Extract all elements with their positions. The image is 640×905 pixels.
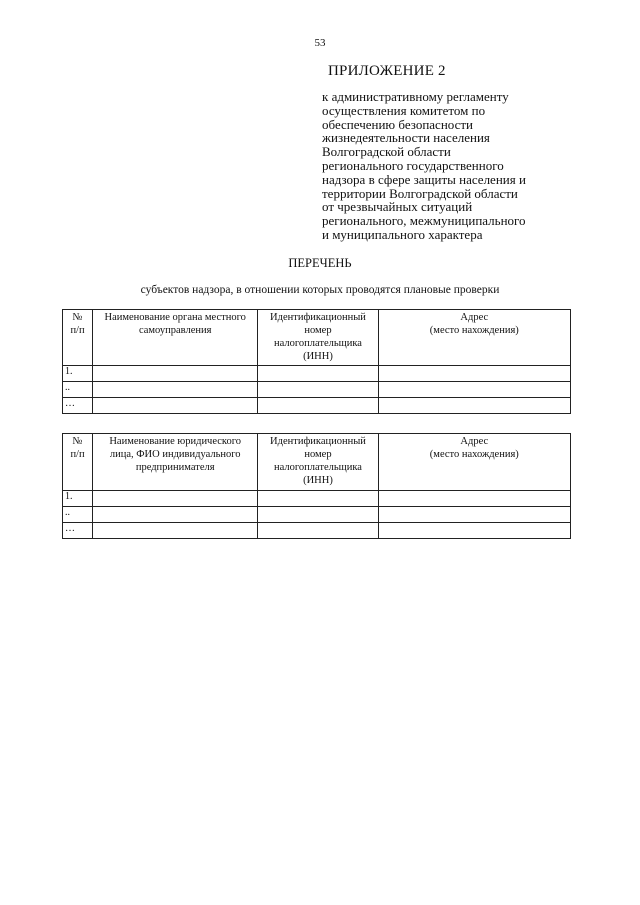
table-row (63, 398, 571, 414)
cell-address (378, 382, 570, 398)
appendix-line: регионального, межмуниципального (322, 213, 526, 229)
cell-inn (258, 382, 378, 398)
table-row (63, 366, 571, 382)
cell-name (93, 398, 258, 414)
header-text: Идентификационный номер налогоплательщика (ИНН) (270, 436, 366, 486)
appendix-title: ПРИЛОЖЕНИЕ 2 (328, 63, 446, 79)
cell-address (378, 366, 570, 382)
cell-number: … (63, 398, 93, 414)
cell-name (93, 507, 258, 523)
header-number (63, 310, 93, 366)
table-row (63, 382, 571, 398)
table-row (63, 507, 571, 523)
header-text: Адрес (место нахождения) (429, 436, 519, 460)
legal-entities-table (62, 433, 571, 539)
appendix-line: обеспечению безопасности (322, 116, 474, 132)
appendix-line: к административному регламенту (322, 89, 509, 104)
header-text: Наименование органа местного самоуправления (104, 312, 246, 336)
header-text: № п/п (70, 312, 85, 336)
header-text: Идентификационный номер налогоплательщика (ИНН) (270, 312, 366, 362)
appendix-line: регионального государственного (322, 157, 504, 173)
appendix-text (322, 90, 622, 242)
appendix-line: Волгоградской области (322, 144, 451, 160)
document-title: ПЕРЕЧЕНЬ (288, 256, 352, 270)
document-subtitle: субъектов надзора, в отношении которых проводятся плановые проверки (140, 284, 500, 296)
header-address (378, 434, 570, 491)
cell-number: … (63, 523, 93, 539)
header-name (93, 310, 258, 366)
cell-name (93, 491, 258, 507)
cell-name (93, 523, 258, 539)
appendix-line: и муниципального характера (322, 226, 483, 242)
appendix-line: от чрезвычайных ситуаций (322, 199, 473, 215)
cell-address (378, 523, 570, 539)
page-number: 53 (314, 37, 326, 49)
cell-number: .. (63, 382, 93, 398)
cell-number: 1. (63, 366, 93, 382)
cell-inn (258, 507, 378, 523)
cell-number: .. (63, 507, 93, 523)
header-text: Адрес (место нахождения) (429, 312, 519, 336)
header-text: Наименование юридического лица, ФИО индивидуального предпринимателя (109, 436, 242, 473)
appendix-line: надзора в сфере защиты населения и (322, 171, 526, 187)
cell-inn (258, 523, 378, 539)
cell-number: 1. (63, 491, 93, 507)
municipal-bodies-table (62, 309, 571, 414)
appendix-line: территории Волгоградской области (322, 185, 518, 201)
appendix-line: жизнедеятельности населения (322, 130, 490, 146)
cell-name (93, 382, 258, 398)
header-address (378, 310, 570, 366)
cell-address (378, 507, 570, 523)
appendix-line: осуществления комитетом по (322, 102, 486, 118)
header-inn (258, 434, 378, 491)
cell-address (378, 491, 570, 507)
header-text: № п/п (70, 436, 85, 460)
cell-name (93, 366, 258, 382)
cell-address (378, 398, 570, 414)
header-name (93, 434, 258, 491)
table-row (63, 523, 571, 539)
header-number (63, 434, 93, 491)
cell-inn (258, 491, 378, 507)
table-row (63, 491, 571, 507)
cell-inn (258, 366, 378, 382)
cell-inn (258, 398, 378, 414)
header-inn (258, 310, 378, 366)
